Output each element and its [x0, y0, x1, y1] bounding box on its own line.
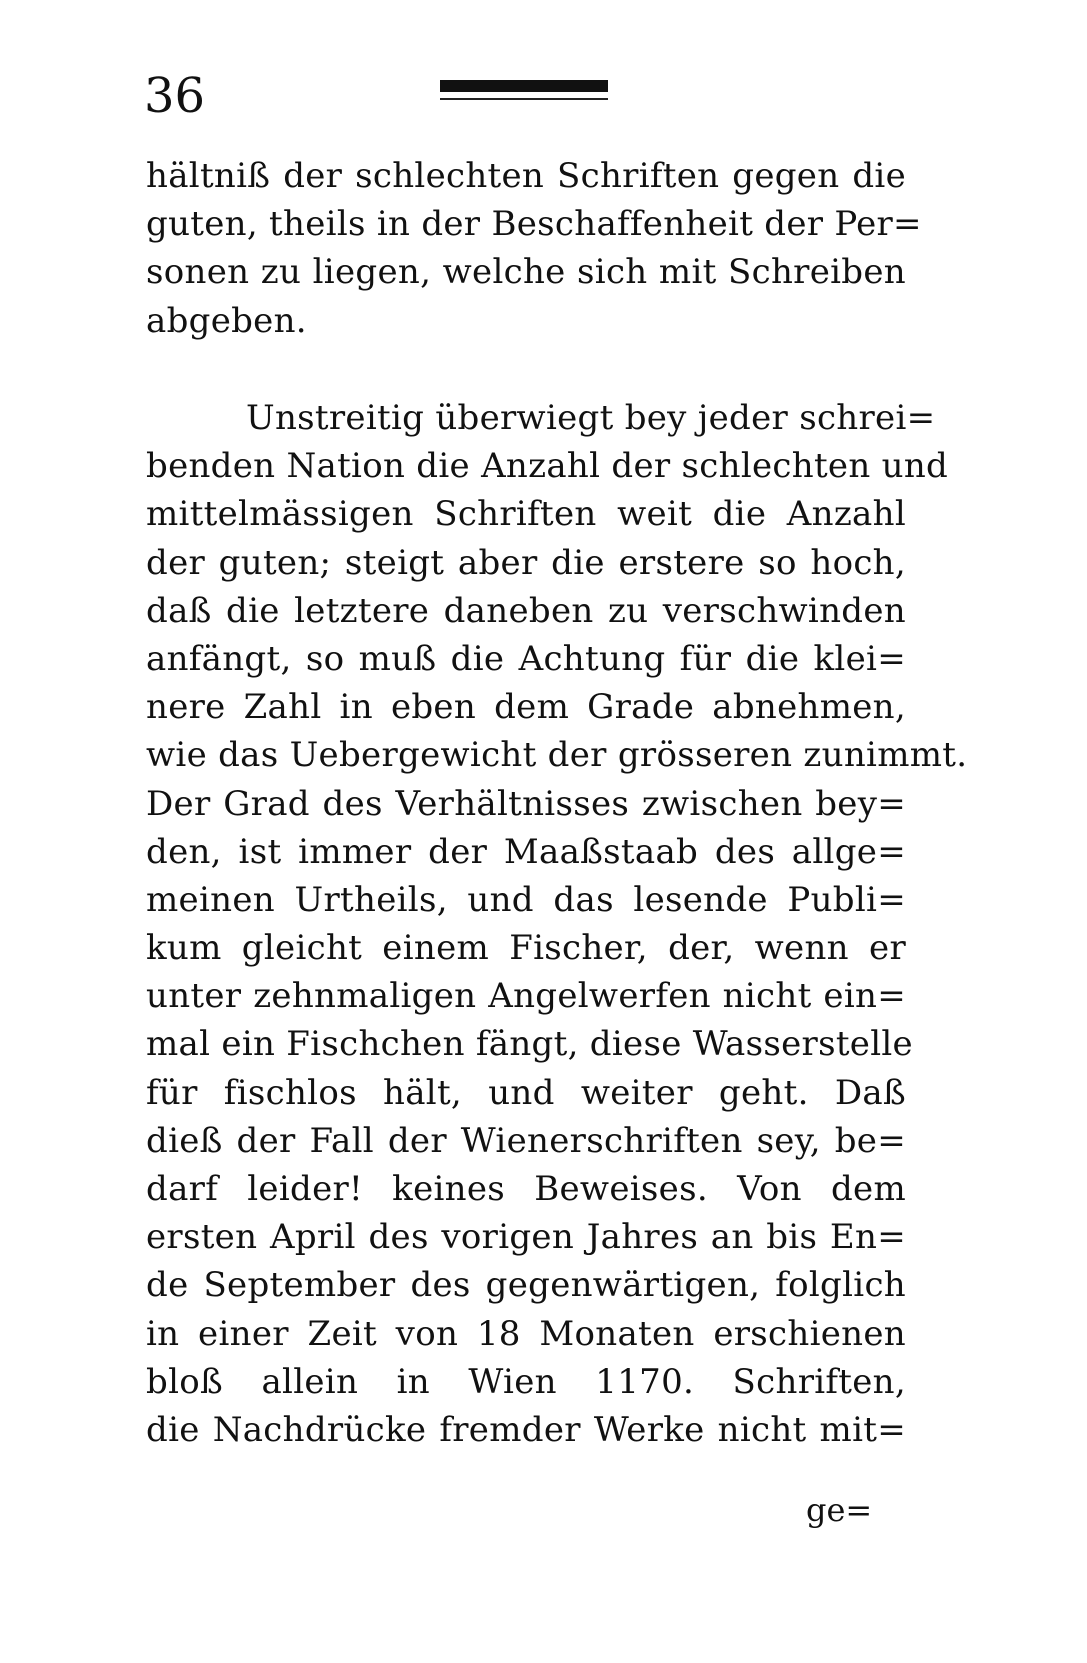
text-line: dieß der Fall der Wienerschriften sey, be= — [146, 1120, 906, 1161]
text-line: die Nachdrücke fremder Werke nicht mit= — [146, 1409, 906, 1450]
text-line: nere Zahl in eben dem Grade abnehmen, — [146, 687, 906, 728]
header-rule-thin — [440, 98, 608, 100]
catchword: ge= — [806, 1491, 873, 1529]
page-number: 36 — [144, 68, 206, 124]
text-line: für fischlos hält, und weiter geht. Daß — [146, 1072, 906, 1113]
paragraph-2 — [146, 394, 968, 1454]
text-line: Der Grad des Verhältnisses zwischen bey= — [146, 783, 906, 824]
text-line: Unstreitig überwiegt bey jeder schrei= — [246, 398, 936, 438]
text-line: meinen Urtheils, und das lesende Publi= — [146, 879, 906, 920]
text-line: mal ein Fischchen fängt, diese Wasserstelle — [146, 1024, 913, 1065]
text-line: de September des gegenwärtigen, folglich — [146, 1265, 906, 1306]
text-line: sonen zu liegen, welche sich mit Schreiben — [146, 252, 906, 293]
text-line: wie das Uebergewicht der grösseren zunimmt. — [146, 735, 968, 776]
text-line: kum gleicht einem Fischer, der, wenn er — [146, 928, 906, 969]
text-line: der guten; steigt aber die erstere so hoch, — [146, 542, 906, 583]
text-line: guten, theils in der Beschaffenheit der Per= — [146, 204, 922, 245]
text-line: ersten April des vorigen Jahres an bis En= — [146, 1217, 906, 1258]
text-line: mittelmässigen Schriften weit die Anzahl — [146, 494, 906, 535]
text-line: daß die letztere daneben zu verschwinden — [146, 590, 906, 631]
text-line: in einer Zeit von 18 Monaten erschienen — [146, 1313, 906, 1354]
text-line: bloß allein in Wien 1170. Schriften, — [146, 1361, 906, 1402]
text-line: unter zehnmaligen Angelwerfen nicht ein= — [146, 976, 906, 1017]
text-line: anfängt, so muß die Achtung für die klei= — [146, 638, 906, 679]
text-line: benden Nation die Anzahl der schlechten und — [146, 446, 949, 487]
header-rule — [440, 80, 608, 100]
text-line: abgeben. — [146, 300, 307, 341]
text-line: hältniß der schlechten Schriften gegen die — [146, 156, 906, 196]
paragraph-1 — [146, 152, 922, 345]
header-rule-thick — [440, 80, 608, 92]
text-line: darf leider! keines Beweises. Von dem — [146, 1169, 906, 1209]
text-line: den, ist immer der Maaßstaab des allge= — [146, 831, 906, 872]
